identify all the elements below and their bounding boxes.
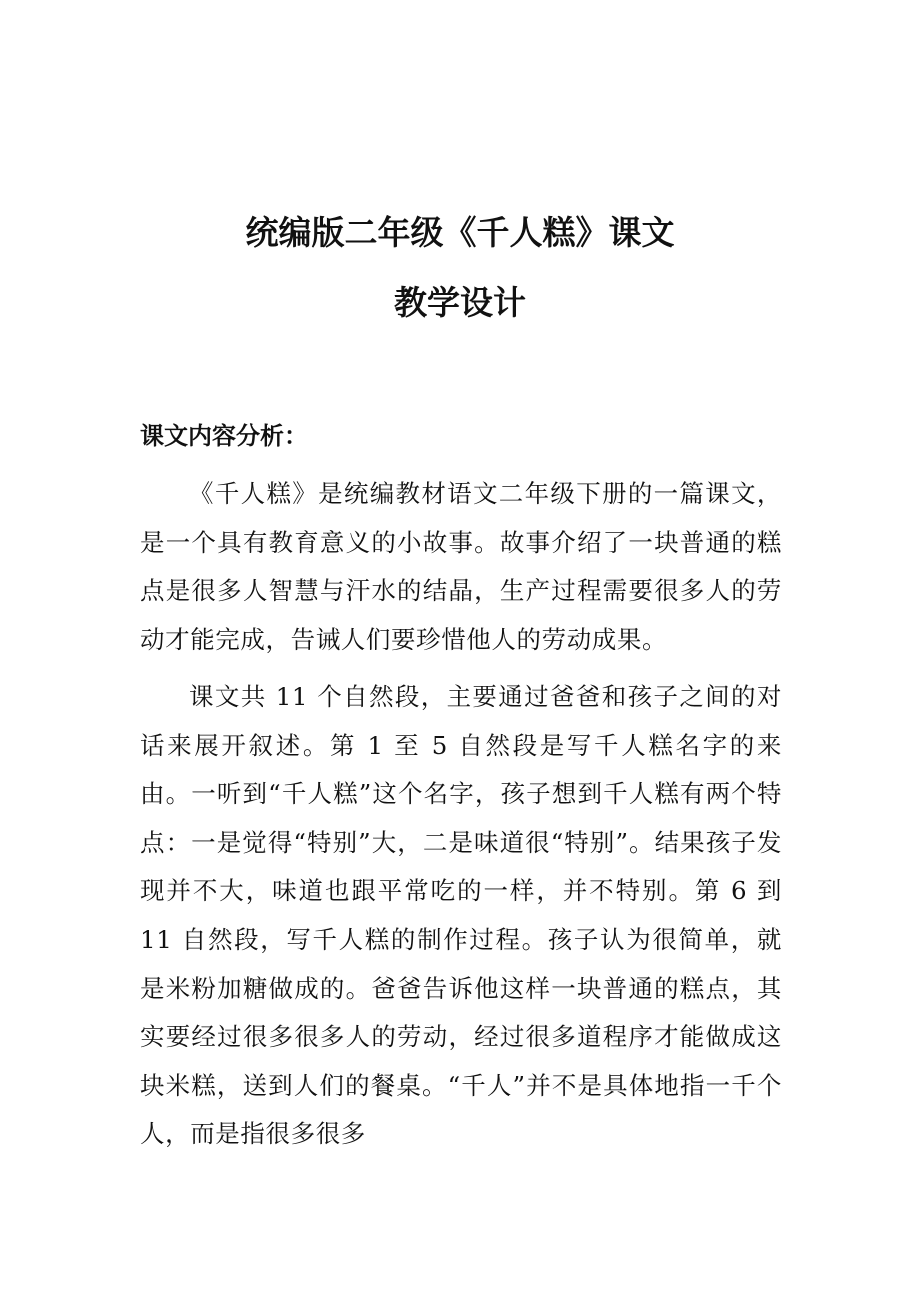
paragraph-intro: 《千人糕》是统编教材语文二年级下册的一篇课文，是一个具有教育意义的小故事。故事介绍了一块普通的糕点是很多人智慧与汗水的结晶，生产过程需要很多人的劳动才能完成，告诫人们要珍惜他人的劳动成果。 bbox=[140, 479, 782, 654]
document-subtitle: 教学设计 bbox=[394, 283, 526, 322]
document-title: 统编版二年级《千人糕》课文 bbox=[245, 213, 675, 252]
section-heading: 课文内容分析： bbox=[140, 422, 308, 450]
paragraph-structure: 课文共 11 个自然段，主要通过爸爸和孩子之间的对话来展开叙述。第 1 至 5 自然段是写千人糕名字的来由。一听到“千人糕”这个名字，孩子想到千人糕有两个特点：一是觉得“特别”大，二是味道很“特别”。结果孩子发现并不大，味道也跟平常吃的一样，并不特别。第 6 到 11 自然段，写千人糕的制作过程。孩子认为很简单，就是米粉加糖做成的。爸爸告诉他这样一块普通的糕点，其实要经过很多很多人的劳动，经过很多道程序才能做成这块米糕，送到人们的餐桌。“千人”并不是具体地指一千个人，而是指很多很多 bbox=[140, 682, 782, 1149]
